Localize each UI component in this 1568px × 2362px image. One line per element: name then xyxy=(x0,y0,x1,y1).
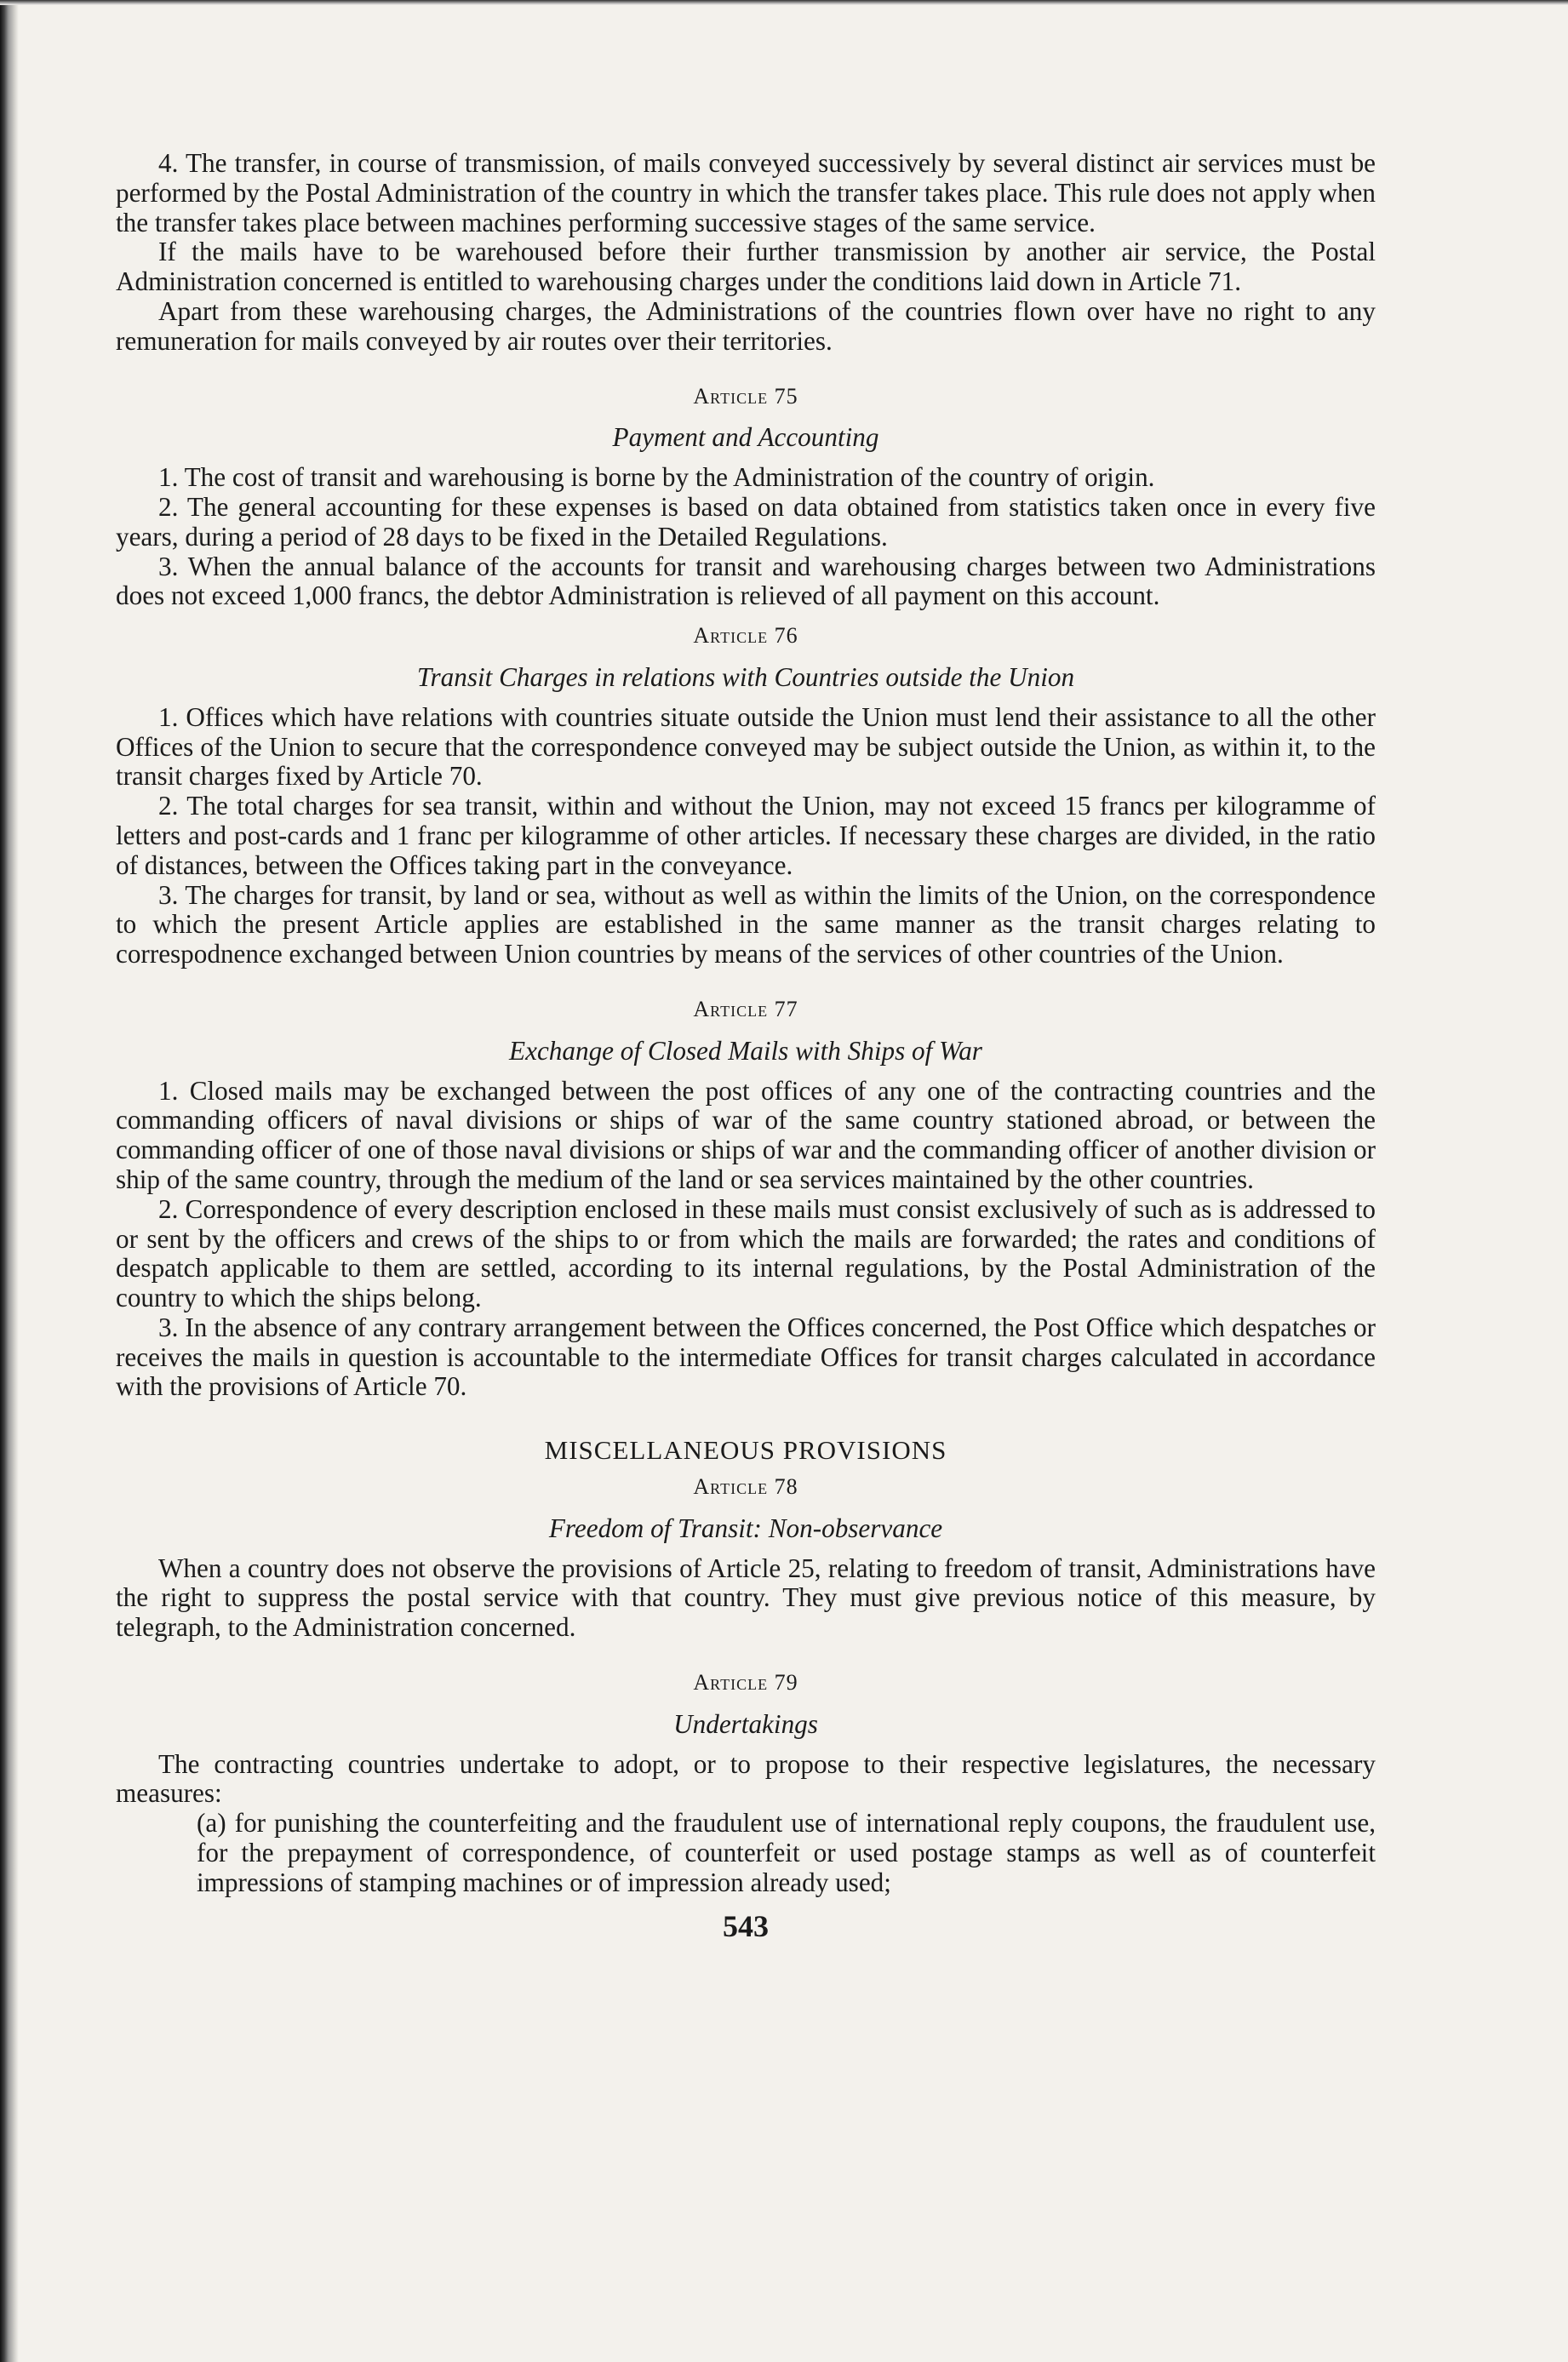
paragraph: The contracting countries undertake to adopt, or to propose to their respective legislatures, the necessary measures: xyxy=(116,1748,1376,1809)
article-subtitle: Transit Charges in relations with Countries outside the Union xyxy=(416,661,1075,692)
page-number: 543 xyxy=(723,1908,769,1943)
paragraph: 2. The total charges for sea transit, within and without the Union, may not exceed 15 francs per kilogramme of letters and post-cards and 1 franc per kilogramme of other articles. If necessary these charges are divided, in the ratio of distances, between the Offices taking part in the conveyance. xyxy=(116,791,1376,880)
article-subtitle: Exchange of Closed Mails with Ships of War xyxy=(509,1035,982,1066)
paragraph: 1. Closed mails may be exchanged between the post offices of any one of the contracting countries and the commanding officers of naval divisions or ships of war of the same country stationed abroad, or between the commanding officer of one of those naval divisions or ships of war and the commanding officer of another division or ship of the same country, through the medium of the land or sea services maintained by the other countries. xyxy=(116,1075,1376,1194)
paragraph: 2. The general accounting for these expenses is based on data obtained from statistics taken once in every five years, during a period of 28 days to be fixed in the Detailed Regulations. xyxy=(116,491,1376,552)
list-item: (a) for punishing the counterfeiting and the fraudulent use of international reply coupons, the fraudulent use, for the prepayment of correspondence, of counterfeit or used postage stamps as well as of counterfeit impressions of stamping machines or of impression already used; xyxy=(197,1808,1376,1897)
paragraph: Apart from these warehousing charges, the Administrations of the countries flown over have no right to any remuneration for mails conveyed by air routes over their territories. xyxy=(116,295,1376,356)
section-title: MISCELLANEOUS PROVISIONS xyxy=(544,1435,947,1466)
paragraph: 3. In the absence of any contrary arrangement between the Offices concerned, the Post Office which despatches or receives the mails in question is accountable to the intermediate Offices for transit charges calculated in accordance with the provisions of Article 70. xyxy=(116,1312,1376,1402)
paragraph: If the mails have to be warehoused before their further transmission by another air service, the Postal Administration concerned is entitled to warehousing charges under the conditions laid down in Article 71. xyxy=(116,237,1376,297)
scan-top-edge xyxy=(0,0,1568,5)
paragraph: When a country does not observe the provisions of Article 25, relating to freedom of transit, Administrations have the right to suppress the postal service with that country. They must give previous notice of this measure, by telegraph, to the Administration concerned. xyxy=(116,1553,1376,1643)
paragraph: 3. The charges for transit, by land or sea, without as well as within the limits of the Union, on the correspondence to which the present Article applies are established in the same manner as the transit charges relating to correspodnence exchanged between Union countries by means of the services of other countries of the Union. xyxy=(116,879,1376,969)
article-subtitle: Freedom of Transit: Non-observance xyxy=(548,1513,943,1543)
paragraph: 1. The cost of transit and warehousing is borne by the Administration of the country of origin. xyxy=(158,462,1155,493)
paragraph: 3. When the annual balance of the accounts for transit and warehousing charges between two Administrations does not exceed 1,000 francs, the debtor Administration is relieved of all payment on this account. xyxy=(116,551,1376,611)
paragraph: 4. The transfer, in course of transmission, of mails conveyed successively by several distinct air services must be performed by the Postal Administration of the country in which the transfer takes place. This rule does not apply when the transfer takes place between machines performing successive stages of the same service. xyxy=(116,148,1376,237)
article-heading: Article 78 xyxy=(693,1474,798,1500)
document-page xyxy=(116,149,1376,1941)
paragraph: 2. Correspondence of every description enclosed in these mails must consist exclusively of such as is addressed to or sent by the officers and crews of the ships to or from which the mails are forwarded; the rates and conditions of despatch applicable to them are settled, according to its internal regulations, by the Postal Administration of the country to which the ships belong. xyxy=(116,1193,1376,1313)
article-heading: Article 75 xyxy=(693,383,798,409)
article-heading: Article 77 xyxy=(693,996,798,1021)
scan-edge xyxy=(0,0,19,2362)
paragraph: 1. Offices which have relations with countries situate outside the Union must lend their assistance to all the other Offices of the Union to secure that the correspondence conveyed may be subject outside the Union, as within it, to the transit charges fixed by Article 70. xyxy=(116,701,1376,792)
article-heading: Article 79 xyxy=(693,1670,798,1696)
article-heading: Article 76 xyxy=(693,623,798,649)
article-subtitle: Undertakings xyxy=(673,1708,818,1739)
article-subtitle: Payment and Accounting xyxy=(612,422,879,453)
